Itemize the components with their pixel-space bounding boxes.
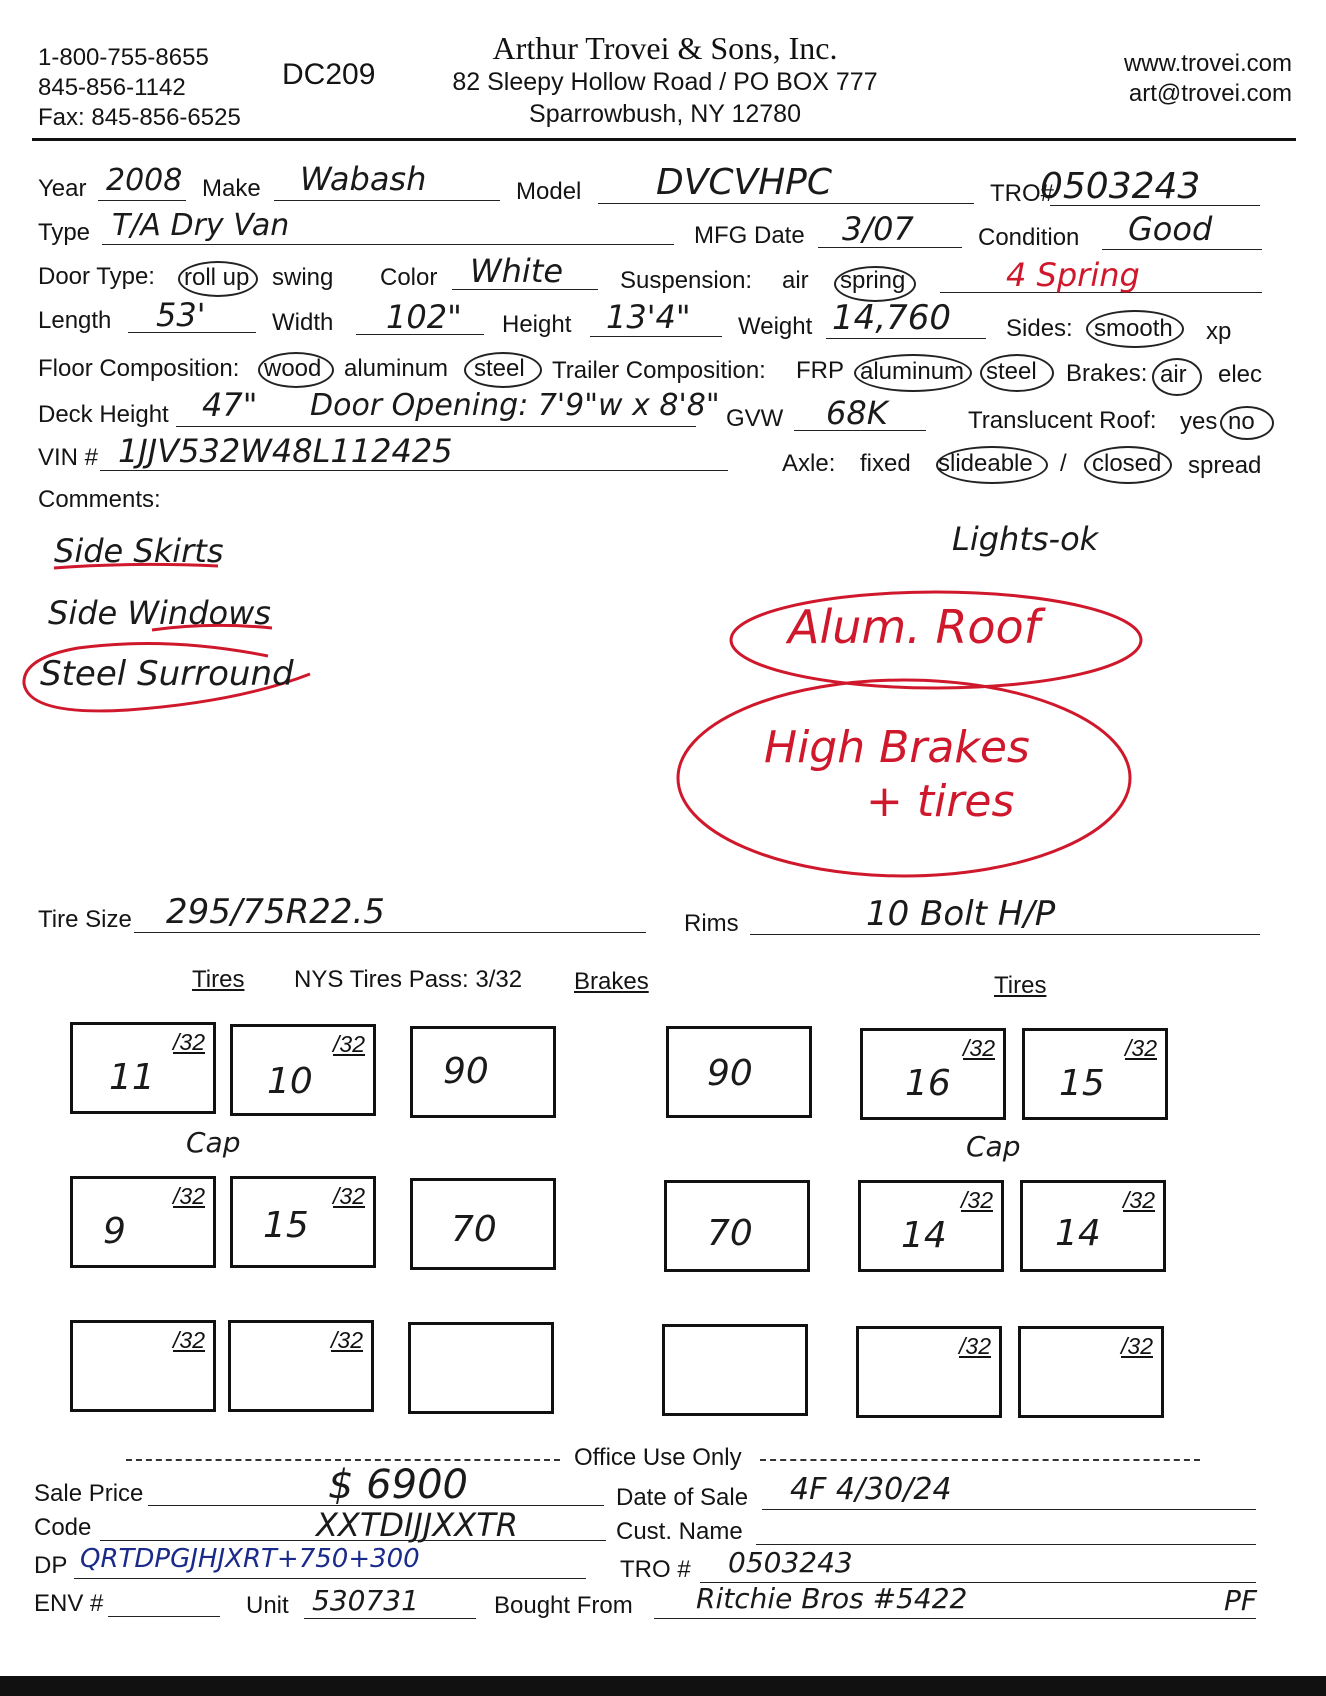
brakes-heading: Brakes: [574, 968, 649, 995]
fraction-label: /32: [1121, 1333, 1153, 1359]
mfg-date-label: MFG Date: [694, 222, 805, 249]
bought-from-value[interactable]: Ritchie Bros #5422: [696, 1582, 968, 1615]
weight-line: [826, 338, 986, 339]
fraction-label: /32: [1123, 1187, 1155, 1213]
cust-name-line: [756, 1544, 1256, 1545]
brake-value: 70: [451, 1209, 497, 1250]
height-line: [590, 336, 722, 337]
condition-value[interactable]: Good: [1128, 210, 1213, 248]
brake-box-l1[interactable]: [410, 1026, 556, 1118]
company-city: Sparrowbush, NY 12780: [529, 100, 801, 128]
axle-label: Axle:: [782, 450, 836, 477]
rims-label: Rims: [684, 910, 739, 937]
comment-side-windows[interactable]: Side Windows: [48, 594, 271, 632]
code-value[interactable]: XXTDIJJXXTR: [316, 1506, 518, 1544]
axle-slash: /: [1060, 450, 1067, 477]
condition-label: Condition: [978, 224, 1080, 251]
year-label: Year: [38, 175, 87, 202]
tire-box-r1-1[interactable]: [860, 1028, 1006, 1120]
date-of-sale-label: Date of Sale: [616, 1484, 749, 1511]
fraction-label: /32: [963, 1035, 995, 1061]
deck-height-value[interactable]: 47": [202, 386, 258, 424]
page-bottom-edge: [0, 1676, 1326, 1696]
condition-line: [1102, 249, 1262, 250]
office-divider-right: [760, 1459, 1200, 1461]
suspension-label: Suspension:: [620, 267, 753, 294]
dp-label: DP: [34, 1552, 68, 1579]
option-swing[interactable]: swing: [272, 264, 334, 291]
code-label: Code: [34, 1514, 92, 1541]
dp-value[interactable]: QRTDPGJHJXRT+750+300: [80, 1544, 420, 1574]
office-divider-left: [126, 1459, 560, 1461]
year-line: [98, 200, 186, 201]
vin-value[interactable]: 1JJV532W48L112425: [118, 432, 453, 470]
deck-height-label: Deck Height: [38, 401, 169, 428]
comments-label: Comments:: [38, 486, 161, 513]
brakes-label: Brakes:: [1066, 360, 1148, 387]
brake-box-l3[interactable]: [408, 1322, 554, 1414]
tire-box-r3-2[interactable]: [1018, 1326, 1164, 1418]
fraction-label: /32: [173, 1183, 205, 1209]
option-steel-2[interactable]: steel: [986, 358, 1037, 385]
nys-tires-pass: NYS Tires Pass: 3/32: [294, 966, 523, 993]
fraction-label: /32: [333, 1031, 365, 1057]
make-line: [274, 200, 500, 201]
option-spring[interactable]: spring: [840, 267, 906, 294]
type-value[interactable]: T/A Dry Van: [112, 208, 290, 243]
height-value[interactable]: 13'4": [606, 298, 691, 336]
phone-2: 845-856-1142: [38, 74, 186, 101]
make-value[interactable]: Wabash: [300, 160, 427, 198]
door-opening-value[interactable]: Door Opening: 7'9"w x 8'8": [310, 388, 720, 423]
cap-note-left[interactable]: Cap: [186, 1126, 241, 1159]
tire-box-r3-1[interactable]: [856, 1326, 1002, 1418]
fraction-label: /32: [331, 1327, 363, 1353]
option-spread[interactable]: spread: [1188, 452, 1262, 479]
tire-box-l2-2[interactable]: [230, 1176, 376, 1268]
side-skirts-underline: [52, 560, 222, 572]
option-roll-up[interactable]: roll up: [184, 264, 250, 291]
unit-line: [304, 1618, 476, 1619]
company-email[interactable]: art@trovei.com: [1128, 80, 1292, 107]
comment-high-brakes[interactable]: High Brakes: [764, 722, 1030, 773]
comment-alum-roof[interactable]: Alum. Roof: [788, 600, 1040, 654]
model-value[interactable]: DVCVHPC: [656, 162, 833, 203]
tire-box-l1-2[interactable]: [230, 1024, 376, 1116]
make-label: Make: [202, 175, 261, 202]
phone-1: 1-800-755-8655: [38, 44, 209, 71]
option-brakes-air[interactable]: air: [1160, 361, 1187, 388]
tire-tread-value: 16: [905, 1063, 951, 1104]
tire-tread-value: 11: [109, 1057, 155, 1098]
fraction-label: /32: [333, 1183, 365, 1209]
tro-label: TRO#: [990, 180, 1055, 207]
suspension-note[interactable]: 4 Spring: [1006, 256, 1140, 294]
length-label: Length: [38, 307, 112, 334]
side-windows-underline: [150, 620, 276, 634]
brake-box-r1[interactable]: [666, 1026, 812, 1118]
comment-tires[interactable]: + tires: [866, 776, 1015, 827]
option-fixed[interactable]: fixed: [860, 450, 911, 477]
rims-line: [750, 934, 1260, 935]
option-yes[interactable]: yes: [1180, 408, 1218, 435]
deck-height-line: [176, 426, 696, 427]
unit-value[interactable]: 530731: [312, 1584, 419, 1617]
sale-price-value[interactable]: $ 6900: [328, 1462, 468, 1508]
door-type-label: Door Type:: [38, 263, 155, 290]
weight-label: Weight: [738, 313, 813, 340]
brake-box-l2[interactable]: [410, 1178, 556, 1270]
option-closed[interactable]: closed: [1092, 450, 1162, 477]
tire-box-l2-1[interactable]: [70, 1176, 216, 1268]
company-address: 82 Sleepy Hollow Road / PO BOX 777: [452, 68, 878, 96]
tro-no-label: TRO #: [620, 1556, 691, 1583]
tire-size-line: [134, 932, 646, 933]
option-frp[interactable]: FRP: [796, 357, 844, 384]
company-website[interactable]: www.trovei.com: [1123, 50, 1292, 77]
option-slideable[interactable]: slideable: [938, 450, 1033, 477]
initials[interactable]: PF: [1224, 1584, 1257, 1617]
option-steel[interactable]: steel: [474, 355, 525, 382]
header-divider: [32, 138, 1296, 141]
height-label: Height: [502, 311, 572, 338]
brake-value: 70: [707, 1213, 753, 1254]
brake-box-r3[interactable]: [662, 1324, 808, 1416]
fraction-label: /32: [961, 1187, 993, 1213]
unit-label: Unit: [246, 1592, 289, 1619]
fraction-label: /32: [173, 1327, 205, 1353]
brake-value: 90: [443, 1051, 489, 1092]
vin-line: [100, 470, 728, 471]
tire-box-r2-2[interactable]: [1020, 1180, 1166, 1272]
tire-size-label: Tire Size: [38, 906, 132, 933]
tire-tread-value: 14: [901, 1215, 947, 1256]
comment-lights-ok[interactable]: Lights-ok: [952, 520, 1099, 558]
option-aluminum[interactable]: aluminum: [344, 355, 449, 382]
option-elec[interactable]: elec: [1218, 361, 1263, 388]
gvw-value[interactable]: 68K: [826, 394, 888, 432]
tro-value[interactable]: 0503243: [1040, 166, 1201, 207]
fax-number: Fax: 845-856-6525: [38, 104, 241, 131]
year-value[interactable]: 2008: [106, 163, 183, 198]
sale-price-label: Sale Price: [34, 1480, 144, 1507]
tire-tread-value: 15: [263, 1205, 309, 1246]
option-smooth[interactable]: smooth: [1094, 315, 1173, 342]
brake-value: 90: [707, 1053, 753, 1094]
type-label: Type: [38, 219, 91, 246]
weight-value[interactable]: 14,760: [832, 298, 951, 338]
option-aluminum-2[interactable]: aluminum: [860, 358, 965, 385]
date-of-sale-line: [762, 1509, 1256, 1510]
tire-tread-value: 10: [267, 1061, 313, 1102]
bought-from-label: Bought From: [494, 1592, 633, 1619]
rims-value[interactable]: 10 Bolt H/P: [866, 894, 1056, 934]
env-line: [108, 1616, 220, 1617]
option-xp[interactable]: xp: [1206, 318, 1232, 345]
length-value[interactable]: 53': [156, 296, 206, 334]
mfg-date-value[interactable]: 3/07: [842, 210, 914, 248]
env-label: ENV #: [34, 1590, 104, 1617]
model-line: [598, 203, 974, 204]
brake-box-r2[interactable]: [664, 1180, 810, 1272]
vin-label: VIN #: [38, 444, 99, 471]
option-wood[interactable]: wood: [264, 355, 322, 382]
tire-tread-value: 15: [1059, 1063, 1105, 1104]
tire-box-l3-1[interactable]: [70, 1320, 216, 1412]
translucent-roof-label: Translucent Roof:: [968, 407, 1157, 434]
date-of-sale-value[interactable]: 4F 4/30/24: [790, 1472, 952, 1507]
color-label: Color: [380, 264, 438, 291]
option-no[interactable]: no: [1228, 408, 1255, 435]
fraction-label: /32: [959, 1333, 991, 1359]
tire-box-r2-1[interactable]: [858, 1180, 1004, 1272]
cust-name-label: Cust. Name: [616, 1518, 743, 1545]
cap-note-right[interactable]: Cap: [966, 1130, 1021, 1163]
tires-right-heading: Tires: [994, 972, 1047, 999]
company-name: Arthur Trovei & Sons, Inc.: [492, 30, 838, 66]
dp-line: [74, 1578, 586, 1579]
fraction-label: /32: [173, 1029, 205, 1055]
tro-no-value[interactable]: 0503243: [728, 1546, 853, 1579]
floor-label: Floor Composition:: [38, 355, 240, 382]
gvw-label: GVW: [726, 405, 784, 432]
model-label: Model: [516, 178, 582, 205]
form-code: DC209: [282, 58, 376, 91]
option-air[interactable]: air: [782, 267, 809, 294]
comment-steel-surround[interactable]: Steel Surround: [40, 654, 294, 694]
sides-label: Sides:: [1006, 315, 1073, 342]
trailer-composition-label: Trailer Composition:: [552, 357, 766, 384]
tire-box-l3-2[interactable]: [228, 1320, 374, 1412]
tire-tread-value: 9: [103, 1211, 126, 1252]
comment-side-skirts[interactable]: Side Skirts: [54, 532, 224, 570]
tire-box-l1-1[interactable]: [70, 1022, 216, 1114]
office-use-only-label: Office Use Only: [574, 1444, 742, 1471]
width-label: Width: [272, 309, 334, 336]
type-line: [102, 244, 674, 245]
tire-tread-value: 14: [1055, 1213, 1101, 1254]
tire-box-r1-2[interactable]: [1022, 1028, 1168, 1120]
bought-from-line: [654, 1618, 1256, 1619]
fraction-label: /32: [1125, 1035, 1157, 1061]
tires-left-heading: Tires: [192, 966, 245, 993]
tire-size-value[interactable]: 295/75R22.5: [166, 892, 385, 932]
color-value[interactable]: White: [470, 252, 564, 290]
width-value[interactable]: 102": [386, 298, 462, 336]
